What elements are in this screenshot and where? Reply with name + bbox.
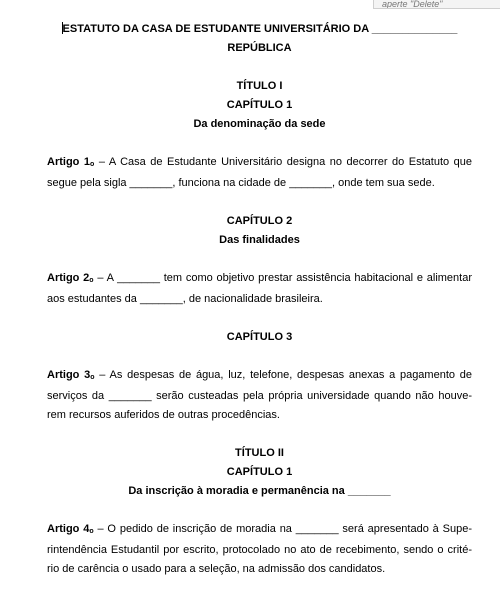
- artigo-2-label: Artigo 2o: [47, 272, 94, 284]
- artigo-3-label: Artigo 3o: [47, 369, 95, 381]
- artigo-1-label: Artigo 1o: [47, 156, 95, 168]
- artigo-1-text: – A Casa de Estudante Universitário designa no decorrer do Estatuto que segue pela sigla _______, funciona na cidade de _______, onde tem sua sede.: [47, 156, 473, 189]
- capitulo-2-heading: CAPÍTULO 2: [226, 215, 293, 227]
- artigo-4: [47, 520, 472, 579]
- titulo-1-heading: TÍTULO I: [236, 80, 283, 92]
- capitulo-1-heading: CAPÍTULO 1: [226, 99, 293, 111]
- artigo-2-text: – A _______ tem como objetivo prestar assistência habitacional e alimentar aos estudantes da _______, de nacionalidade brasileira.: [47, 272, 472, 305]
- artigo-2: [47, 269, 472, 309]
- artigo-1: [47, 153, 472, 193]
- document-title: [47, 20, 472, 58]
- artigo-3-text: – As despesas de água, luz, telefone, despesas anexas a pagamento de serviços da _______ serão custeadas pela própria universidade quando não houve-rem recursos auferidos de outras procedências.: [47, 369, 472, 421]
- artigo-4-label: Artigo 4o: [47, 523, 94, 535]
- delete-hint-tooltip: aperte "Delete": [373, 0, 500, 9]
- document-title-line1: ESTATUTO DA CASA DE ESTUDANTE UNIVERSITÁRIO DA ______________: [62, 23, 458, 35]
- artigo-3: [47, 366, 472, 425]
- capitulo-2-subtitle: Das finalidades: [219, 234, 300, 246]
- capitulo-1-subtitle: Da denominação da sede: [193, 118, 326, 130]
- titulo-2-heading: TÍTULO II: [235, 447, 284, 459]
- capitulo-3-heading: CAPÍTULO 3: [226, 331, 293, 343]
- document-page: [47, 20, 472, 579]
- titulo-2-capitulo-1-heading: CAPÍTULO 1: [226, 466, 293, 478]
- titulo-2-capitulo-1-subtitle: Da inscrição à moradia e permanência na _______: [128, 485, 391, 497]
- artigo-4-text: – O pedido de inscrição de moradia na _______ será apresentado à Supe-rintendência Estudantil por escrito, protocolado no ato de recebimento, sendo o crité-rio de carência o usado para a seleção, na admissão dos candidatos.: [47, 523, 472, 575]
- document-title-line2: REPÚBLICA: [227, 42, 292, 54]
